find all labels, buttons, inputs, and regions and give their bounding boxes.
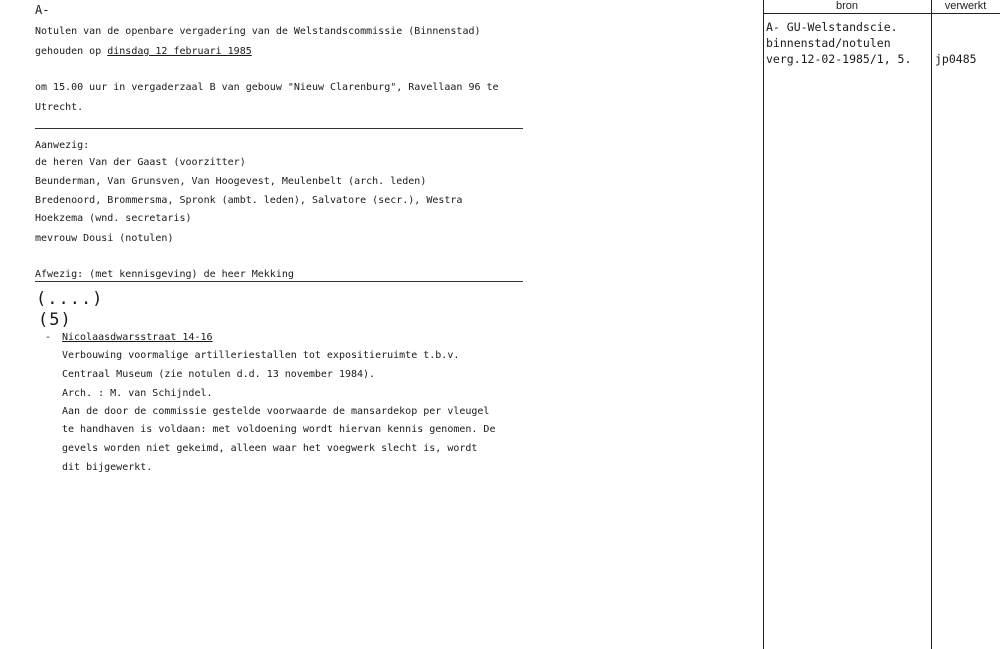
header-mark: A- bbox=[35, 3, 50, 17]
column-header-verwerkt: verwerkt bbox=[944, 0, 987, 12]
present-line: mevrouw Dousi (notulen) bbox=[35, 233, 174, 244]
item-line: te handhaven is voldaan: met voldoening wordt hiervan kennis genomen. De bbox=[62, 424, 496, 435]
absent-line: Afwezig: (met kennisgeving) de heer Mekking bbox=[35, 269, 294, 280]
title-line-1: Notulen van de openbare vergadering van de Welstandscommissie (Binnenstad) bbox=[35, 26, 481, 37]
title-line-2 bbox=[35, 46, 252, 57]
verwerkt-value: jp0485 bbox=[935, 52, 977, 66]
location-line-1: om 15.00 uur in vergaderzaal B van gebouw "Nieuw Clarenburg", Ravellaan 96 te bbox=[35, 82, 499, 93]
item-line: Verbouwing voormalige artilleriestallen tot expositieruimte t.b.v. bbox=[62, 350, 460, 361]
location-line-2: Utrecht. bbox=[35, 102, 84, 113]
item-line: Arch. : M. van Schijndel. bbox=[62, 388, 213, 399]
divider-2 bbox=[35, 281, 523, 282]
item-line: dit bijgewerkt. bbox=[62, 462, 153, 473]
column-divider-left bbox=[763, 0, 764, 649]
ellipsis-mark: (....) bbox=[36, 289, 104, 309]
meeting-date: dinsdag 12 februari 1985 bbox=[107, 46, 252, 57]
item-number: (5) bbox=[38, 310, 72, 330]
column-divider-middle bbox=[931, 0, 932, 649]
header-underline bbox=[763, 13, 1000, 14]
present-label: Aanwezig: bbox=[35, 140, 90, 151]
title-prefix: gehouden op bbox=[35, 46, 108, 57]
item-bullet: - bbox=[45, 332, 52, 343]
bron-line: binnenstad/notulen bbox=[766, 36, 891, 50]
item-line: Aan de door de commissie gestelde voorwaarde de mansardekop per vleugel bbox=[62, 406, 490, 417]
bron-line: A- GU-Welstandscie. bbox=[766, 20, 898, 34]
present-line: Beunderman, Van Grunsven, Van Hoogevest, Meulenbelt (arch. leden) bbox=[35, 176, 427, 187]
column-header-bron: bron bbox=[835, 0, 859, 12]
item-title: Nicolaasdwarsstraat 14-16 bbox=[62, 332, 213, 343]
present-line: de heren Van der Gaast (voorzitter) bbox=[35, 157, 246, 168]
item-line: Centraal Museum (zie notulen d.d. 13 november 1984). bbox=[62, 369, 376, 380]
present-line: Hoekzema (wnd. secretaris) bbox=[35, 213, 192, 224]
bron-line: verg.12-02-1985/1, 5. bbox=[766, 52, 912, 66]
item-line: gevels worden niet gekeimd, alleen waar het voegwerk slecht is, wordt bbox=[62, 443, 478, 454]
divider-1 bbox=[35, 128, 523, 129]
present-line: Bredenoord, Brommersma, Spronk (ambt. leden), Salvatore (secr.), Westra bbox=[35, 195, 463, 206]
